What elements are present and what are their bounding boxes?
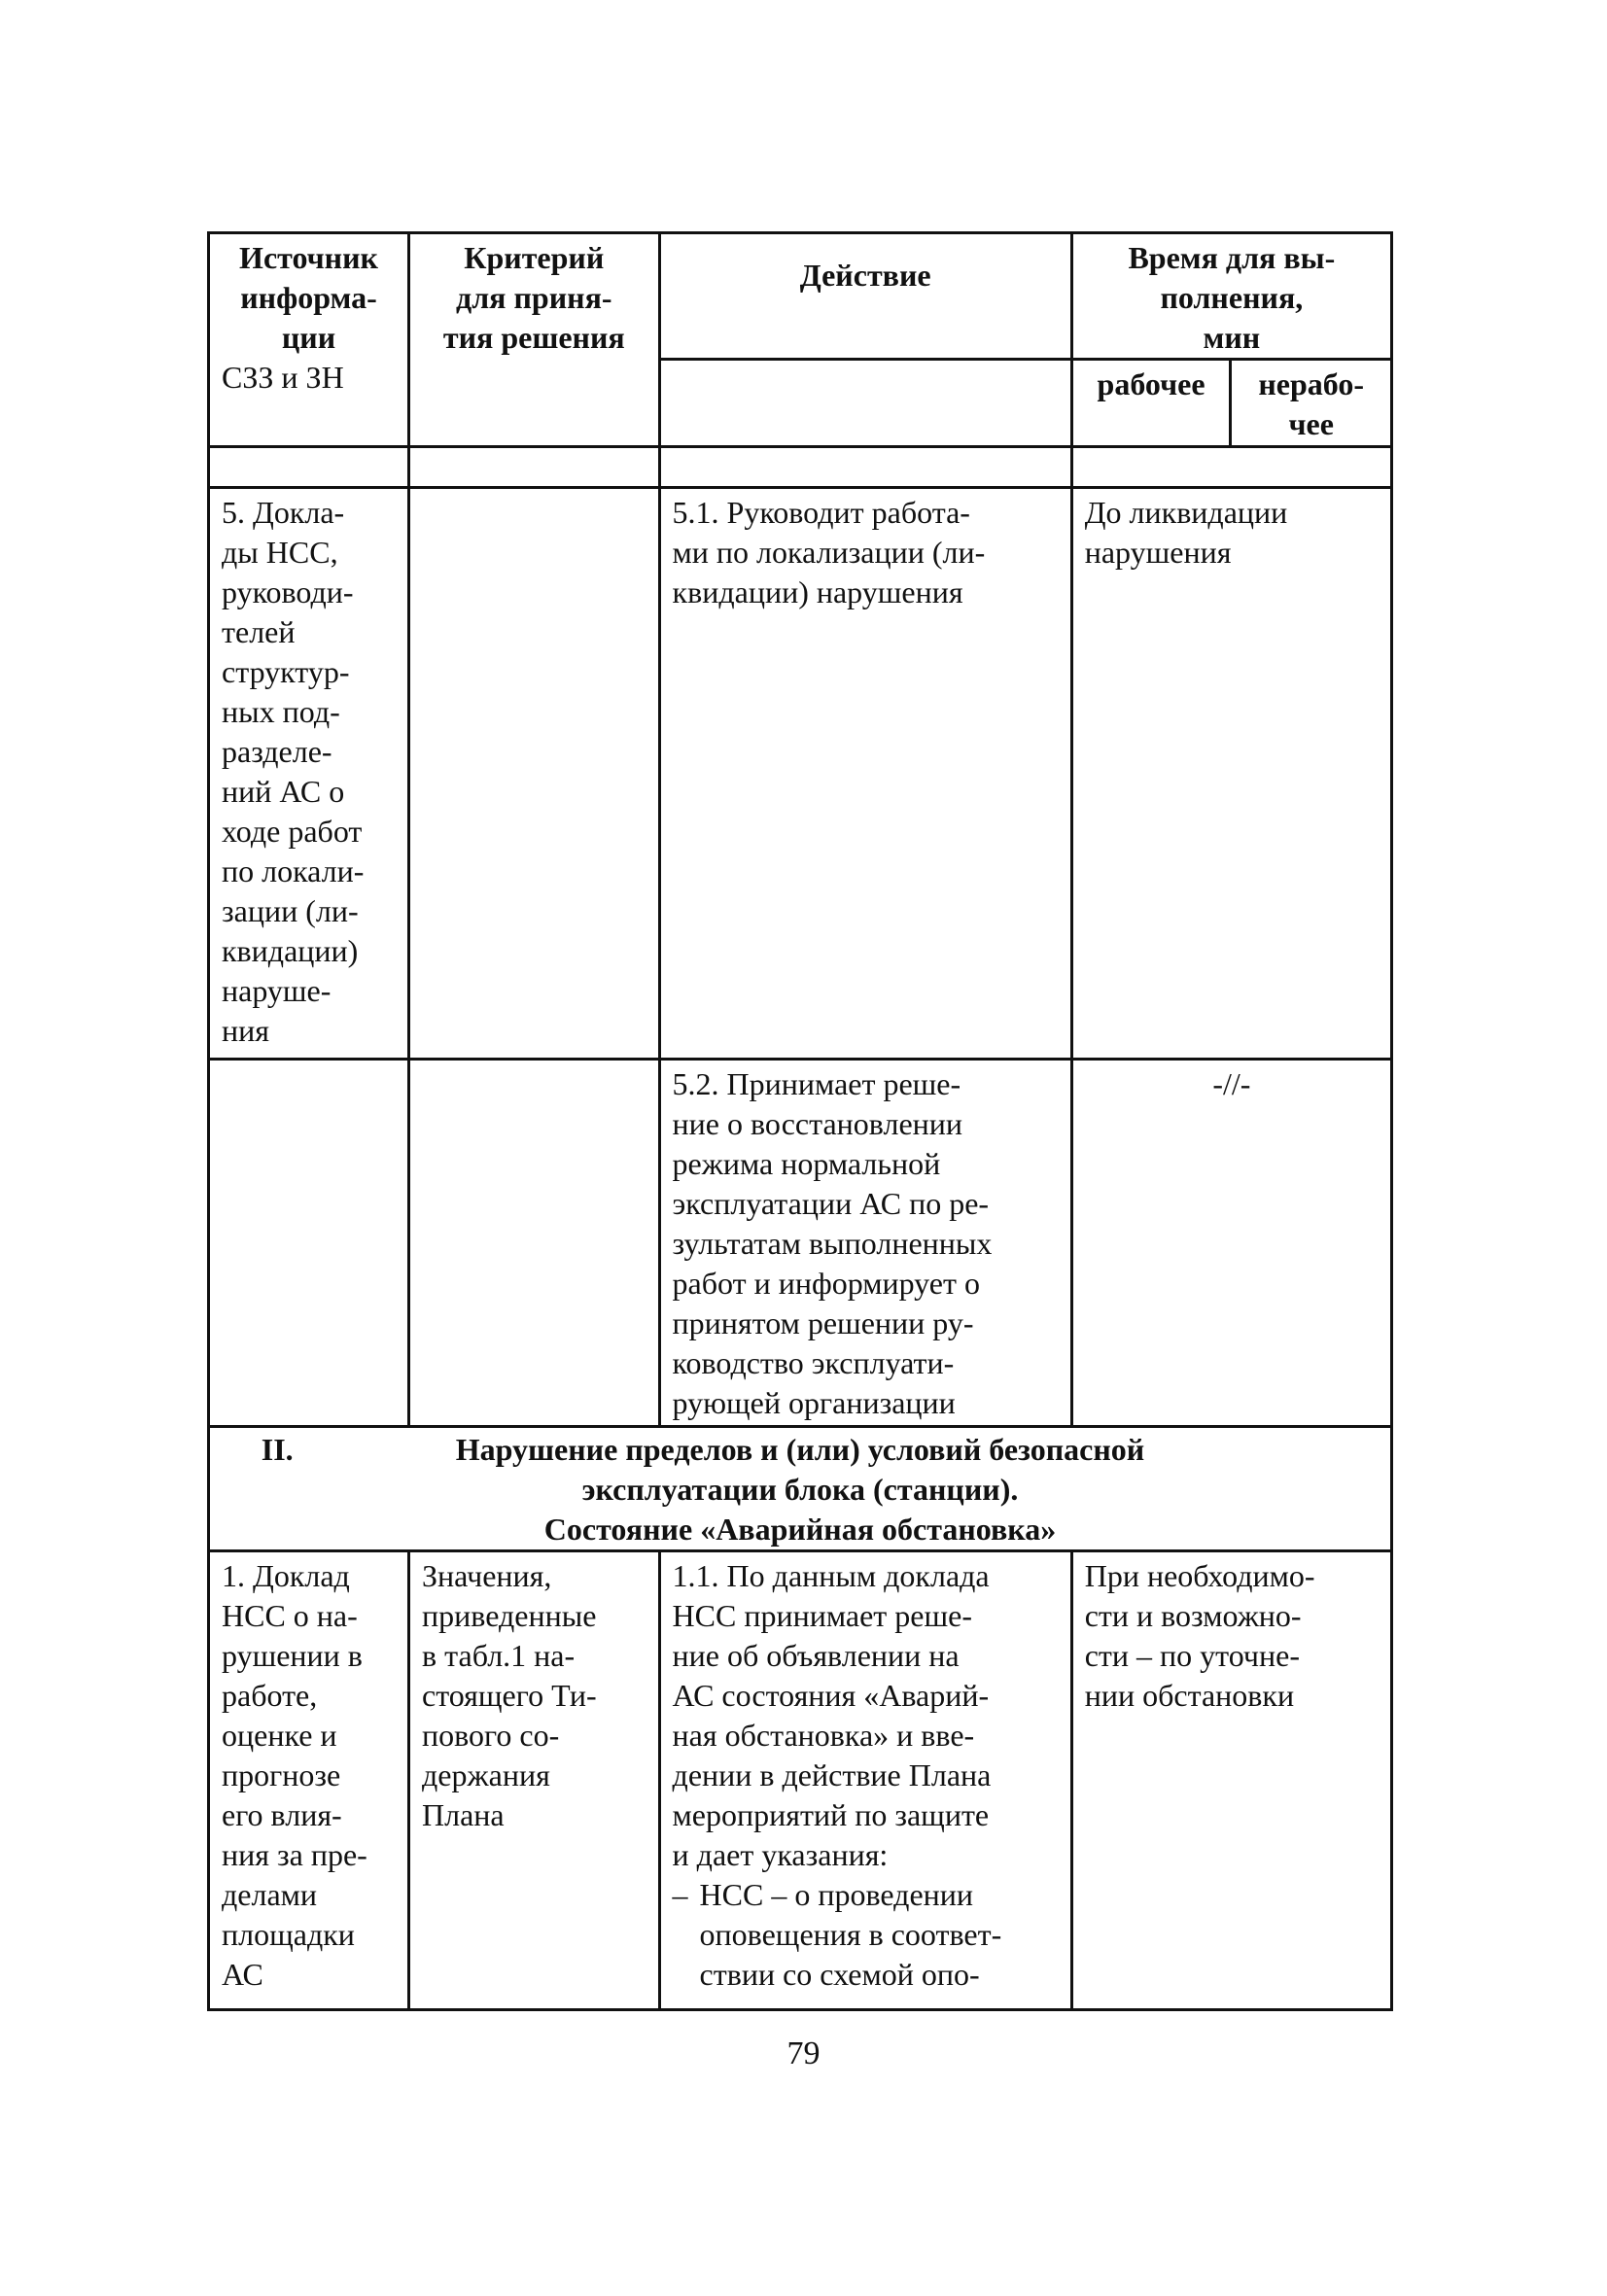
- header-criterion: Критерий для приня- тия решения: [409, 233, 660, 447]
- header-source-cell: [209, 233, 409, 447]
- section-line-1: Нарушение пределов и (или) условий безопасной: [455, 1432, 1145, 1467]
- row5b-criterion-empty: [409, 1060, 660, 1427]
- row5-action-2: 5.2. Принимает реше- ние о восстановлении режима нормальной эксплуатации АС по ре- зультатам выполненных работ и информирует о принятом решении ру- ководство эксплуати- рующей организации: [659, 1060, 1071, 1427]
- header-time: Время для вы- полнения, мин: [1071, 233, 1391, 360]
- subhead-empty-3: [659, 447, 1071, 488]
- row1-action-dash: –: [672, 1877, 688, 1912]
- row1-action-item: [673, 1875, 1059, 1995]
- subhead-empty-1: [209, 447, 409, 488]
- header-time-work: рабочее: [1071, 360, 1231, 447]
- row1-criterion: Значения, приведенные в табл.1 на- стоящего Ти- пового со- держания Плана: [409, 1551, 660, 2010]
- section-heading: [209, 1427, 1392, 1551]
- section-number: II.: [261, 1432, 294, 1467]
- row1-source: 1. Доклад НСС о на- рушении в работе, оценке и прогнозе его влия- ния за пре- делами площадки АС: [209, 1551, 409, 2010]
- header-action-empty: [659, 360, 1071, 447]
- row5-action-1: 5.1. Руководит работа- ми по локализации (ли- квидации) нарушения: [659, 488, 1071, 1060]
- row5-time-2: -//-: [1071, 1060, 1391, 1427]
- row1-action-cell: [659, 1551, 1071, 2010]
- header-time-nonwork: нерабо- чее: [1231, 360, 1392, 447]
- row5-source: 5. Докла- ды НСС, руководи- телей структур- ных под- разделе- ний АС о ходе работ по локали- зации (ли- квидации) наруше- ния: [209, 488, 409, 1060]
- header-action: Действие: [659, 233, 1071, 360]
- subhead-empty-4: [1071, 447, 1391, 488]
- section-line-2: эксплуатации блока (станции).: [581, 1472, 1019, 1507]
- header-source: Источник информа- ции: [239, 240, 378, 355]
- row1-action: 1.1. По данным доклада НСС принимает реше- ние об объявлении на АС состояния «Аварий- ная обстановка» и вве- дении в действие Плана мероприятий по защите и дает указания:: [672, 1558, 992, 1872]
- row5-time-1: До ликвидации нарушения: [1071, 488, 1391, 1060]
- document-table: [207, 231, 1393, 2011]
- header-source-sub: СЗЗ и ЗН: [222, 360, 344, 395]
- row5-criterion-empty: [409, 488, 660, 1060]
- row5b-source-empty: [209, 1060, 409, 1427]
- row1-time: При необходимо- сти и возможно- сти – по уточне- нии обстановки: [1071, 1551, 1391, 2010]
- subhead-empty-2: [409, 447, 660, 488]
- section-line-3: Состояние «Аварийная обстановка»: [543, 1512, 1057, 1547]
- row1-action-item-text: НСС – о проведении оповещения в соответ- ствии со схемой опо-: [699, 1877, 1002, 1992]
- page-number: 79: [786, 2035, 821, 2071]
